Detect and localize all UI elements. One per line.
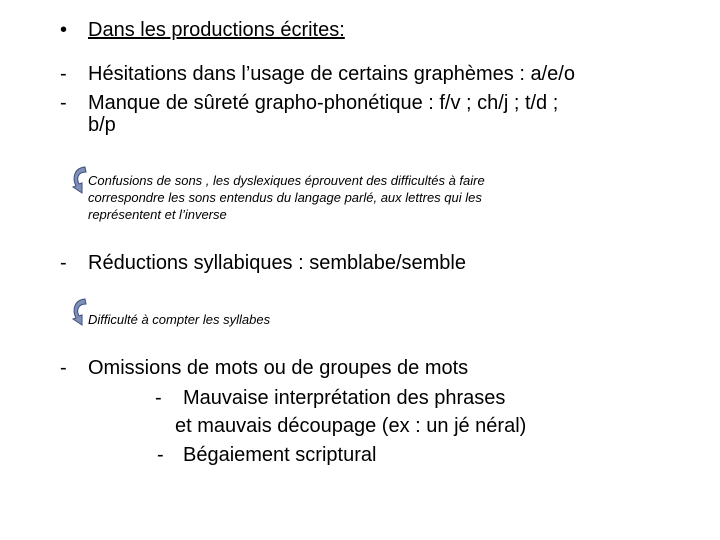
item-hesitations: Hésitations dans l’usage de certains graphèmes : a/e/o	[88, 63, 575, 85]
item-dash: -	[60, 357, 67, 379]
sub-item-interpretation: Mauvaise interprétation des phrases	[183, 387, 506, 409]
note-syllabes: Difficulté à compter les syllabes	[88, 312, 271, 327]
note-confusions-line1: Confusions de sons , les dyslexiques éprouvent des difficultés à faire	[88, 173, 485, 188]
heading-bullet: •	[60, 19, 68, 41]
sub-item-begaiement: Bégaiement scriptural	[183, 444, 377, 466]
item-dash: -	[60, 252, 67, 274]
item-dash: -	[60, 63, 67, 85]
sub-item-dash: -	[155, 387, 162, 409]
heading-title: Dans les productions écrites:	[88, 19, 345, 41]
note-confusions-line2: correspondre les sons entendus du langage parlé, aux lettres qui les	[88, 190, 482, 205]
item-dash: -	[60, 92, 67, 114]
item-manque-cont: b/p	[88, 114, 116, 136]
sub-item-dash: -	[157, 444, 164, 466]
item-reductions: Réductions syllabiques : semblabe/semble	[88, 252, 466, 274]
item-manque: Manque de sûreté grapho-phonétique : f/v ; ch/j ; t/d ;	[88, 92, 559, 114]
sub-item-decoupage: et mauvais découpage (ex : un jé néral)	[175, 415, 527, 437]
item-omissions: Omissions de mots ou de groupes de mots	[88, 357, 469, 379]
note-confusions-line3: représentent et l’inverse	[88, 207, 227, 222]
